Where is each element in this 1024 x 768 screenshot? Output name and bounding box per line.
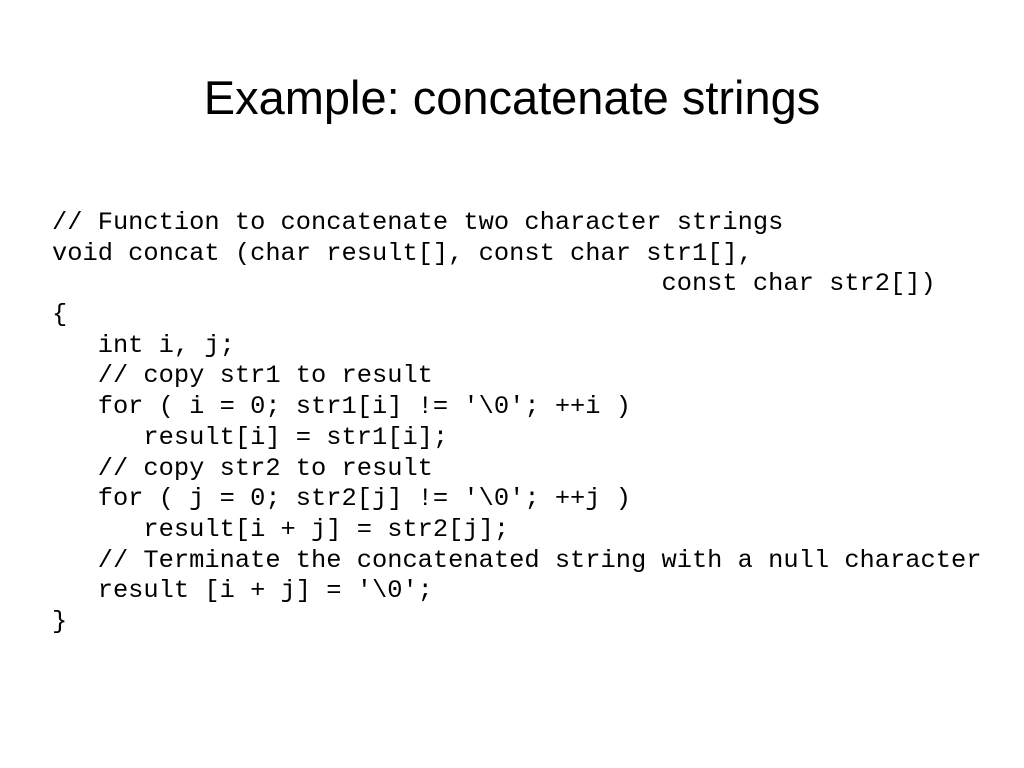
code-line-assign-str2: result[i + j] = str2[j];	[52, 514, 510, 544]
code-line-declaration: int i, j;	[52, 330, 235, 360]
code-line-for-loop-str1: for ( i = 0; str1[i] != '\0'; ++i )	[52, 392, 632, 422]
slide-title: Example: concatenate strings	[203, 71, 821, 124]
code-line-function-signature: void concat (char result[], const char str1[],	[52, 238, 753, 268]
code-block	[52, 208, 981, 638]
code-line-signature-continuation: const char str2[])	[52, 269, 936, 299]
code-line-close-brace: }	[52, 606, 68, 636]
code-line-comment-copy-str2: // copy str2 to result	[52, 453, 433, 483]
code-line-comment-terminate: // Terminate the concatenated string with a null character	[52, 545, 982, 575]
code-line-null-terminator: result [i + j] = '\0';	[52, 576, 433, 606]
code-line-comment-header: // Function to concatenate two character strings	[52, 208, 784, 237]
code-line-for-loop-str2: for ( j = 0; str2[j] != '\0'; ++j )	[52, 484, 632, 514]
code-line-comment-copy-str1: // copy str1 to result	[52, 361, 433, 391]
code-line-assign-str1: result[i] = str1[i];	[52, 422, 449, 452]
code-line-open-brace: {	[52, 300, 68, 330]
